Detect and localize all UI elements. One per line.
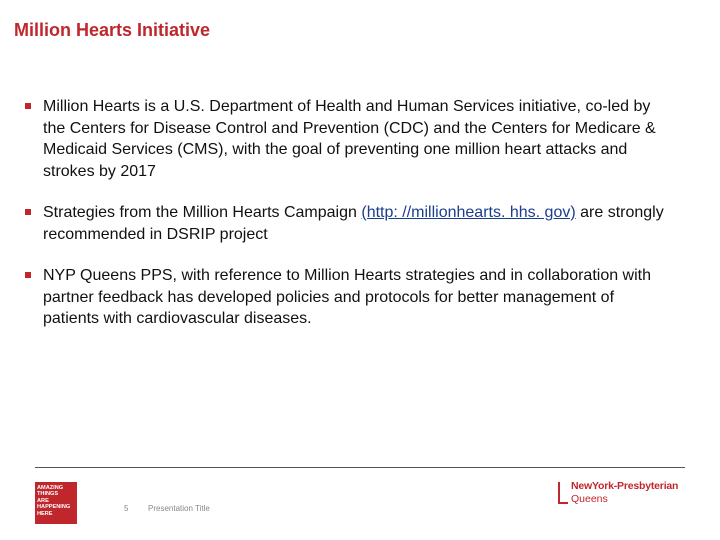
bullet-marker-icon	[25, 209, 31, 215]
page-number: 5	[124, 504, 129, 513]
bullet-list	[25, 96, 665, 350]
presentation-title: Presentation Title	[148, 504, 210, 513]
logo-line: HERE	[37, 510, 53, 517]
nyp-logo-campus: Queens	[571, 493, 608, 505]
million-hearts-link[interactable]: (http: //millionhearts. hhs. gov)	[361, 204, 576, 221]
bullet-text: Million Hearts is a U.S. Department of Health and Human Services initiative, co-led by the Centers for Disease Control and Prevention (CDC) and the Centers for Medicare & Medicaid Services (CMS), with the goal of preventing one million heart attacks and strokes by 2017	[43, 98, 656, 180]
bullet-item-3	[25, 265, 665, 330]
footer-divider	[35, 467, 685, 468]
bullet-text: NYP Queens PPS, with reference to Million Hearts strategies and in collaboration with partner feedback has developed policies and protocols for better management of patients with cardiovascular diseases.	[43, 267, 652, 327]
bullet-item-1	[25, 96, 665, 182]
bullet-marker-icon	[25, 103, 31, 109]
bullet-text-before: Strategies from the Million Hearts Campaign	[43, 204, 362, 221]
bullet-text-after: are strongly recommended in DSRIP project	[43, 204, 664, 243]
logo-line: THINGS	[37, 491, 59, 498]
nyp-queens-logo	[558, 479, 688, 509]
bullet-marker-icon	[25, 272, 31, 278]
amazing-things-logo	[35, 482, 77, 524]
nyp-bracket-icon	[558, 482, 568, 504]
logo-line: ARE	[37, 497, 49, 504]
logo-line: AMAZING	[37, 485, 64, 491]
bullet-item-2	[25, 202, 665, 245]
slide-title: Million Hearts Initiative	[14, 20, 211, 40]
nyp-logo-name: NewYork-Presbyterian	[571, 480, 679, 492]
logo-line: HAPPENING	[37, 504, 71, 511]
